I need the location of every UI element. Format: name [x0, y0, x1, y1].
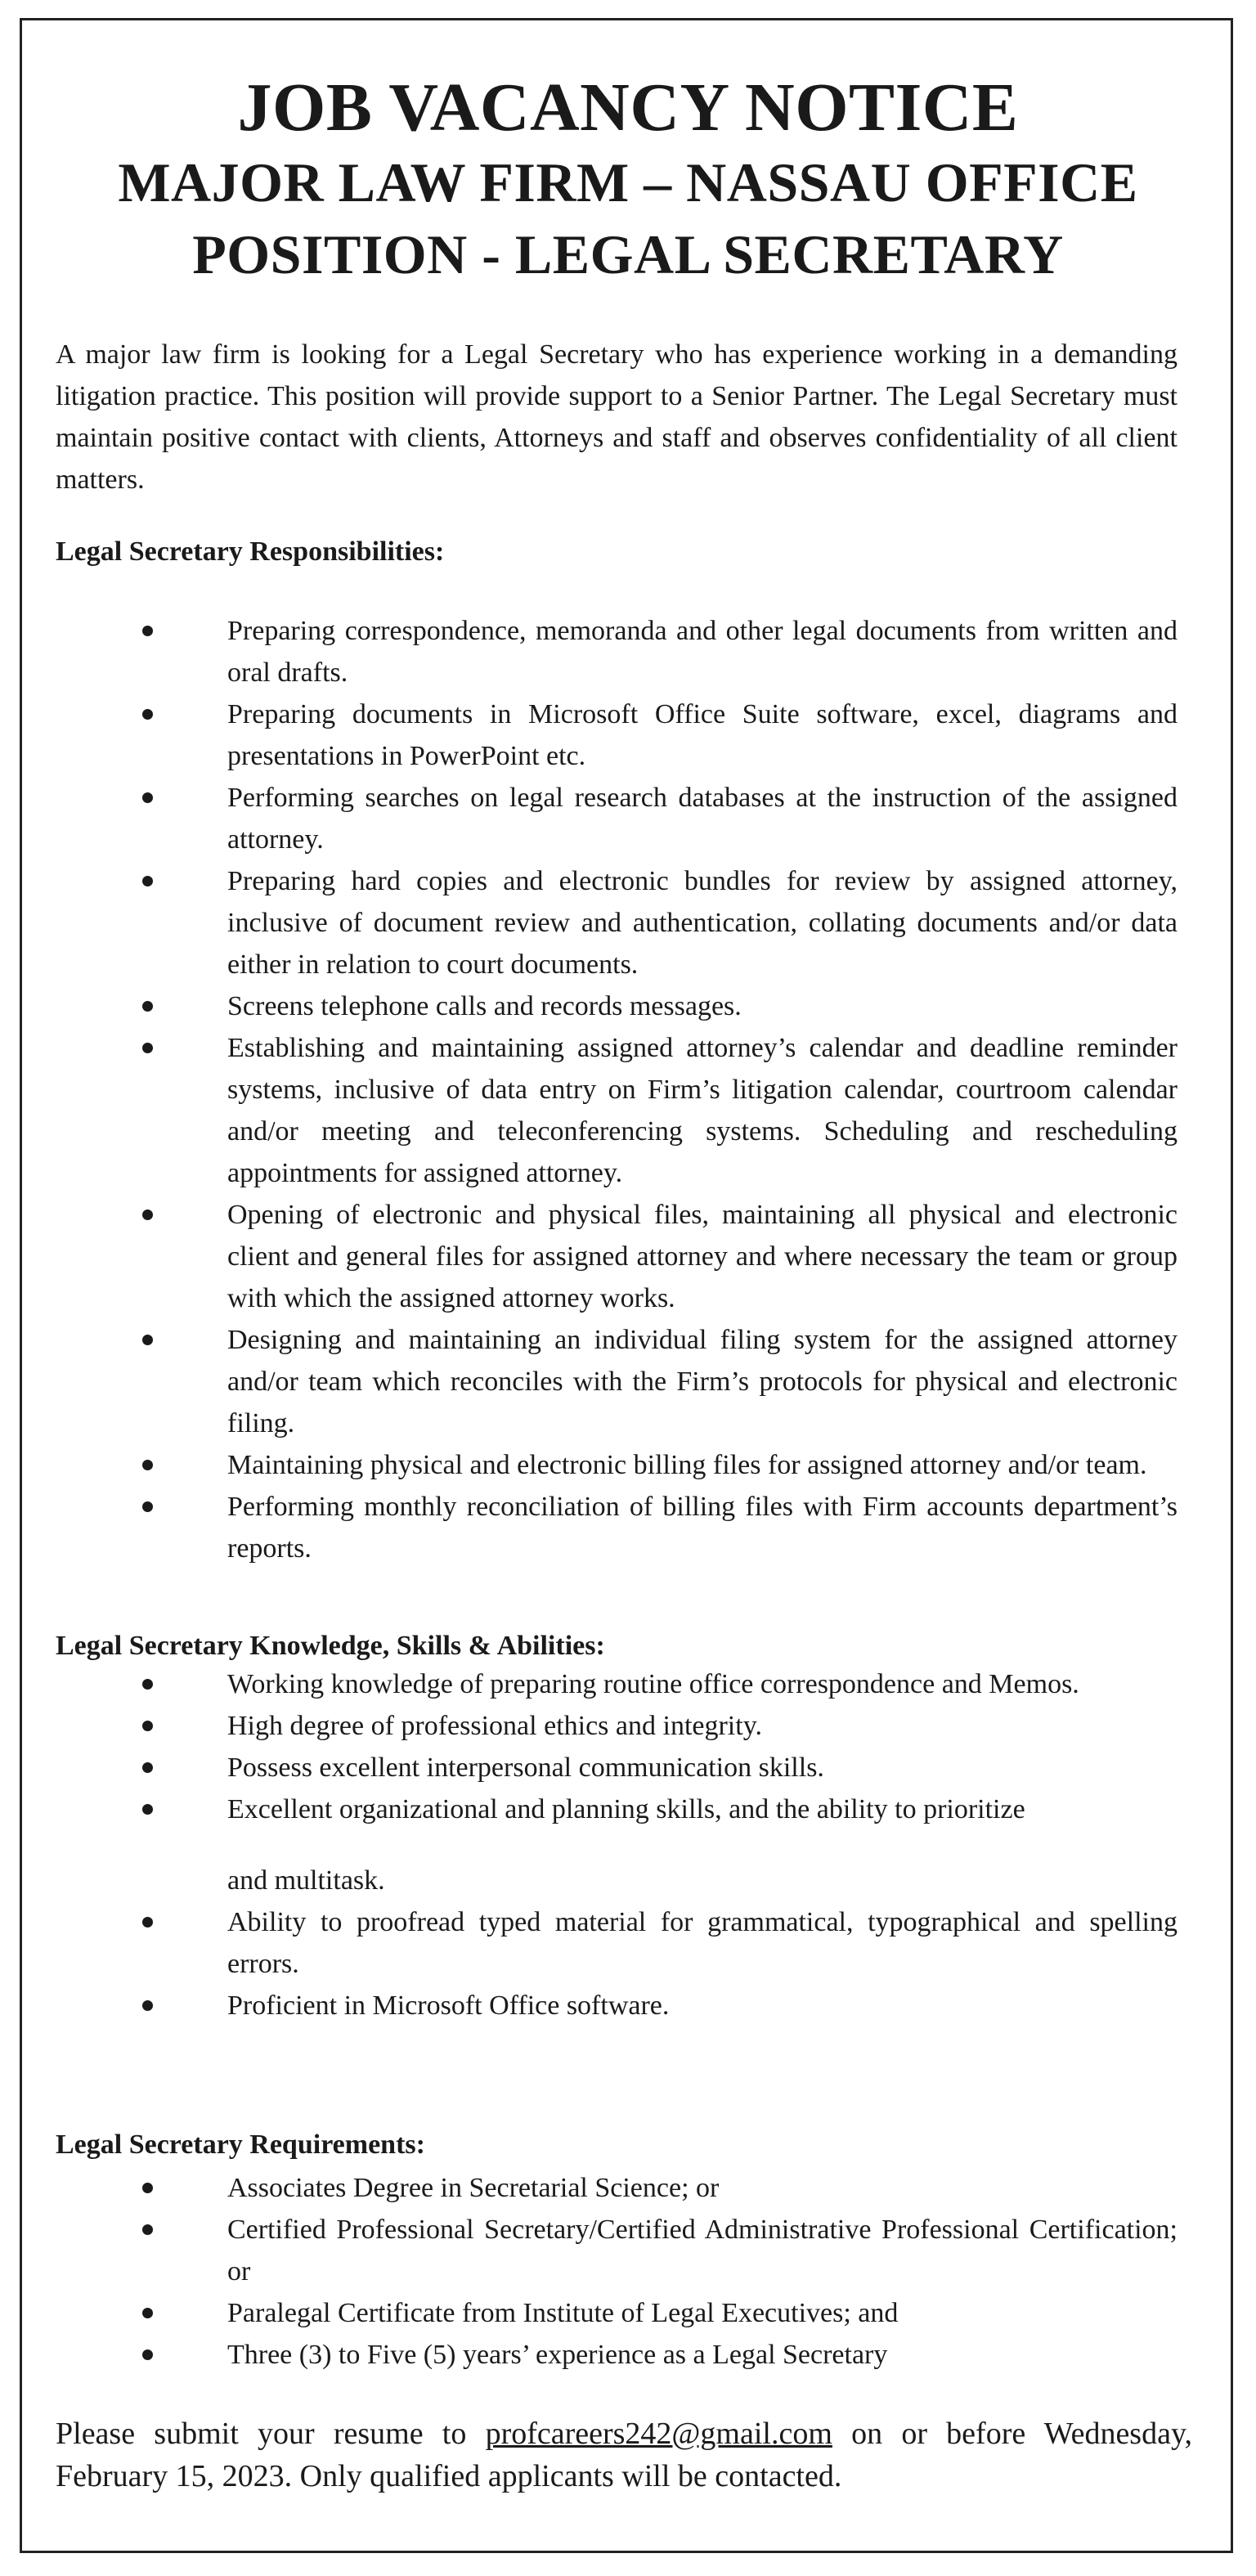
bullet-icon [142, 1721, 153, 1731]
bullet-icon [142, 1762, 153, 1773]
list-item: Certified Professional Secretary/Certified Administrative Professional Certification; or [0, 2209, 1178, 2292]
bullet-icon [142, 1335, 153, 1345]
bullet-icon [142, 2183, 153, 2193]
list-item: Preparing hard copies and electronic bundles for review by assigned attorney, inclusive of document review and authentication, collating documents and/or data either in relation to court documents. [0, 860, 1178, 985]
list-item: Screens telephone calls and records messages. [0, 985, 1178, 1027]
list-item: Possess excellent interpersonal communication skills. [0, 1747, 1178, 1788]
bullet-icon [142, 2224, 153, 2235]
list-item: Proficient in Microsoft Office software. [0, 1985, 1178, 2026]
requirements-list [0, 2167, 1256, 2376]
bullet-icon [142, 1501, 153, 1512]
list-item: Paralegal Certificate from Institute of Legal Executives; and [0, 2292, 1178, 2334]
list-item: Performing monthly reconciliation of billing files with Firm accounts department’s reports. [0, 1486, 1178, 1569]
list-item: Ability to proofread typed material for grammatical, typographical and spelling errors. [0, 1901, 1178, 1985]
notice-title: JOB VACANCY NOTICE [237, 70, 1019, 146]
list-item: Associates Degree in Secretarial Science; or [0, 2167, 1178, 2209]
bullet-icon [142, 709, 153, 720]
bullet-icon [142, 792, 153, 803]
closing-paragraph: Please submit your resume to profcareers242@gmail.com on or before Wednesday, February 15, 2023. Only qualified applicants will be contacted. [56, 2417, 1192, 2493]
skills-list [0, 1663, 1256, 2026]
list-item: Excellent organizational and planning skills, and the ability to prioritize [0, 1788, 1178, 1830]
skills-heading: Legal Secretary Knowledge, Skills & Abilities: [56, 1631, 605, 1661]
bullet-icon [142, 1460, 153, 1470]
list-item: Maintaining physical and electronic billing files for assigned attorney and/or team. [0, 1444, 1178, 1486]
list-item: Working knowledge of preparing routine office correspondence and Memos. [0, 1663, 1178, 1705]
bullet-icon [142, 1804, 153, 1815]
requirements-heading: Legal Secretary Requirements: [56, 2129, 425, 2160]
bullet-icon [142, 1209, 153, 1220]
list-item: Three (3) to Five (5) years’ experience as a Legal Secretary [0, 2334, 1178, 2376]
bullet-icon [142, 626, 153, 636]
list-item: Performing searches on legal research databases at the instruction of the assigned attorney. [0, 777, 1178, 860]
list-item: Opening of electronic and physical files, maintaining all physical and electronic client and general files for assigned attorney and where necessary the team or group with which the assigned attorney works. [0, 1194, 1178, 1319]
bullet-icon [142, 876, 153, 886]
list-item: High degree of professional ethics and integrity. [0, 1705, 1178, 1747]
list-item: Preparing documents in Microsoft Office Suite software, excel, diagrams and presentations in PowerPoint etc. [0, 693, 1178, 777]
list-item: Establishing and maintaining assigned attorney’s calendar and deadline reminder systems, inclusive of data entry on Firm’s litigation calendar, courtroom calendar and/or meeting and teleconferencing systems. Scheduling and rescheduling appointments for assigned attorney. [0, 1027, 1178, 1194]
list-item: Designing and maintaining an individual filing system for the assigned attorney and/or team which reconciles with the Firm’s protocols for physical and electronic filing. [0, 1319, 1178, 1444]
bullet-icon [142, 2308, 153, 2318]
bullet-icon [142, 2349, 153, 2360]
list-item-continuation: and multitask. [227, 1865, 385, 1896]
responsibilities-heading: Legal Secretary Responsibilities: [56, 536, 445, 567]
list-item: Preparing correspondence, memoranda and other legal documents from written and oral drafts. [0, 610, 1178, 693]
bullet-icon [142, 1679, 153, 1690]
bullet-icon [142, 1917, 153, 1928]
responsibilities-list [0, 610, 1256, 1569]
bullet-icon [142, 2000, 153, 2011]
bullet-icon [142, 1043, 153, 1053]
position-subtitle: POSITION - LEGAL SECRETARY [192, 223, 1064, 285]
bullet-icon [142, 1001, 153, 1012]
firm-subtitle: MAJOR LAW FIRM – NASSAU OFFICE [118, 151, 1138, 213]
email-link[interactable]: profcareers242@gmail.com [485, 2417, 832, 2451]
intro-paragraph: A major law firm is looking for a Legal Secretary who has experience working in a demanding litigation practice. This position will provide support to a Senior Partner. The Legal Secretary must maintain positive contact with clients, Attorneys and staff and observes confidentiality of all client matters. [56, 339, 1178, 495]
